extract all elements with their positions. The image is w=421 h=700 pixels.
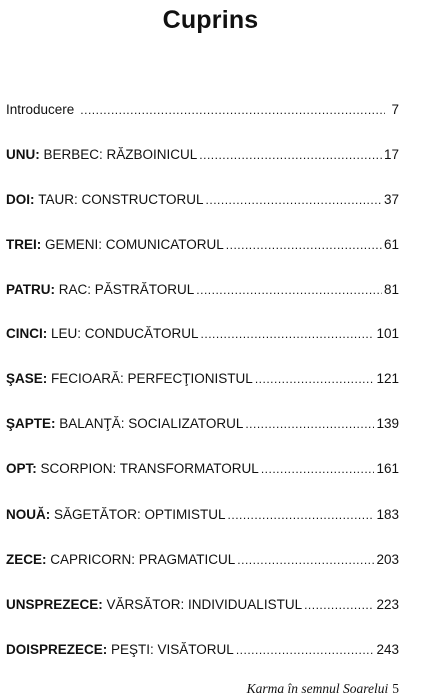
toc-entry-page: 243 bbox=[376, 642, 399, 657]
toc-entry-text: GEMENI: COMUNICATORUL bbox=[45, 237, 224, 252]
toc-entry-page: 17 bbox=[383, 147, 399, 162]
toc-entry-page: 37 bbox=[383, 192, 399, 207]
toc-entry-page: 139 bbox=[376, 416, 399, 431]
toc-entry-page: 101 bbox=[376, 326, 399, 341]
toc-entry-page: 121 bbox=[376, 371, 399, 386]
chapter-number: ŞASE: bbox=[6, 371, 48, 386]
toc-entry-text: BERBEC: RĂZBOINICUL bbox=[43, 147, 198, 162]
toc-entry-introducere[interactable] bbox=[6, 102, 399, 122]
toc-entry-page: 223 bbox=[376, 597, 399, 612]
toc-entry-patru[interactable] bbox=[6, 282, 399, 302]
dot-leader bbox=[261, 462, 375, 476]
chapter-number: DOISPREZECE: bbox=[6, 642, 108, 657]
dot-leader bbox=[228, 508, 375, 522]
dot-leader bbox=[196, 283, 382, 297]
dot-leader bbox=[201, 327, 375, 341]
dot-leader bbox=[80, 103, 385, 117]
toc-entry-sapte[interactable] bbox=[6, 416, 399, 436]
toc-entry-opt[interactable] bbox=[6, 461, 399, 481]
toc-entry-page: 183 bbox=[376, 507, 399, 522]
chapter-number: UNSPREZECE: bbox=[6, 597, 103, 612]
toc-entry-noua[interactable] bbox=[6, 507, 399, 527]
dot-leader bbox=[226, 238, 382, 252]
chapter-number: NOUĂ: bbox=[6, 507, 51, 522]
chapter-number: ŞAPTE: bbox=[6, 416, 56, 431]
chapter-number: DOI: bbox=[6, 192, 35, 207]
toc-entry-text: SCORPION: TRANSFORMATORUL bbox=[40, 461, 259, 476]
toc-entry-page: 7 bbox=[391, 102, 399, 117]
toc-entry-text: PEŞTI: VISĂTORUL bbox=[111, 642, 234, 657]
toc-entry-cinci[interactable] bbox=[6, 326, 399, 346]
toc-entry-text: TAUR: CONSTRUCTORUL bbox=[38, 192, 204, 207]
chapter-number: UNU: bbox=[6, 147, 40, 162]
toc-entry-page: 203 bbox=[376, 552, 399, 567]
toc-entry-doisprezece[interactable] bbox=[6, 642, 399, 662]
toc-entry-text: LEU: CONDUCĂTORUL bbox=[51, 326, 199, 341]
toc-entry-unu[interactable] bbox=[6, 147, 399, 167]
toc-entry-page: 61 bbox=[383, 237, 399, 252]
toc-entry-text: CAPRICORN: PRAGMATICUL bbox=[50, 552, 236, 567]
dot-leader bbox=[206, 193, 382, 207]
toc-entry-trei[interactable] bbox=[6, 237, 399, 257]
page-footer bbox=[247, 681, 399, 697]
chapter-number: PATRU: bbox=[6, 282, 55, 297]
toc-entry-text: Introducere bbox=[6, 102, 75, 117]
toc-entry-text: RAC: PĂSTRĂTORUL bbox=[58, 282, 195, 297]
dot-leader bbox=[199, 148, 382, 162]
chapter-number: OPT: bbox=[6, 461, 37, 476]
dot-leader bbox=[236, 643, 375, 657]
page-number: 5 bbox=[392, 681, 399, 696]
toc-entry-text: SĂGETĂTOR: OPTIMISTUL bbox=[54, 507, 226, 522]
page-title: Cuprins bbox=[162, 6, 259, 34]
toc-entry-text: BALANŢĂ: SOCIALIZATORUL bbox=[59, 416, 244, 431]
toc-entry-page: 81 bbox=[383, 282, 399, 297]
toc-entry-text: VĂRSĂTOR: INDIVIDUALISTUL bbox=[106, 597, 303, 612]
toc-entry-doi[interactable] bbox=[6, 192, 399, 212]
toc-entry-page: 161 bbox=[376, 461, 399, 476]
toc-entry-text: FECIOARĂ: PERFECŢIONISTUL bbox=[51, 371, 253, 386]
dot-leader bbox=[237, 553, 374, 567]
chapter-number: CINCI: bbox=[6, 326, 48, 341]
dot-leader bbox=[304, 598, 374, 612]
toc-entry-zece[interactable] bbox=[6, 552, 399, 572]
toc-entry-sase[interactable] bbox=[6, 371, 399, 391]
dot-leader bbox=[255, 372, 375, 386]
running-title: Karma în semnul Soarelui bbox=[246, 681, 389, 696]
chapter-number: ZECE: bbox=[6, 552, 47, 567]
dot-leader bbox=[245, 417, 374, 431]
toc-entry-unsprezece[interactable] bbox=[6, 597, 399, 617]
chapter-number: TREI: bbox=[6, 237, 42, 252]
